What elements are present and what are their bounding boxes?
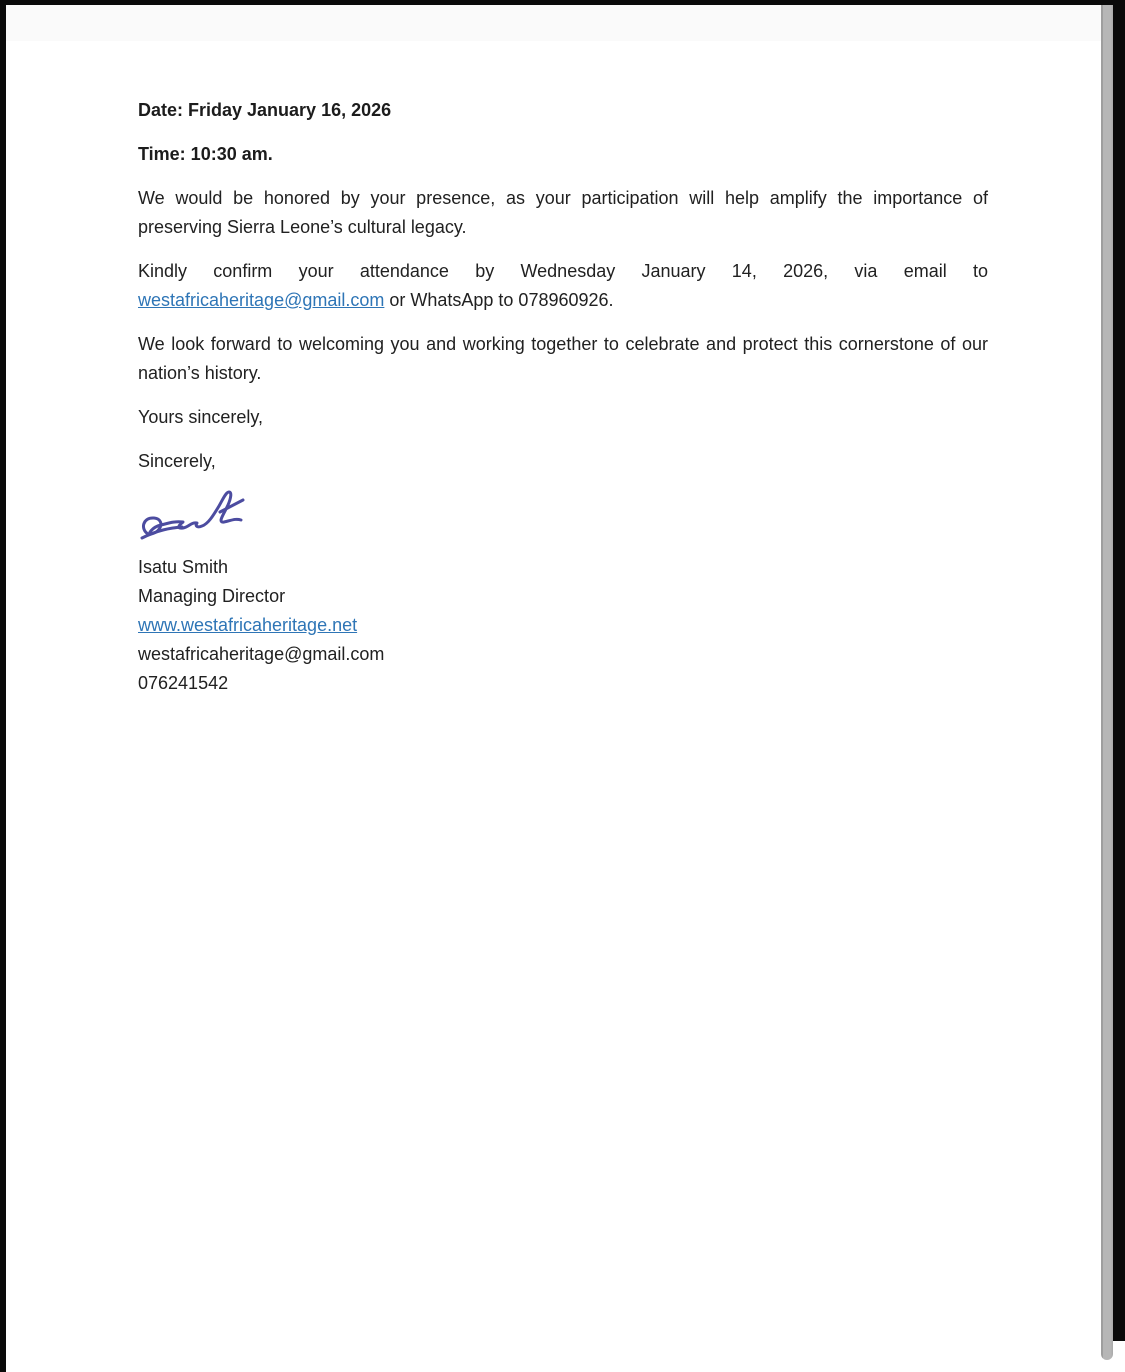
date-line: Date: Friday January 16, 2026 — [138, 100, 392, 120]
signature-image — [138, 487, 988, 543]
scan-artifact-band — [6, 5, 1102, 41]
website-link[interactable]: www.westafricaheritage.net — [138, 615, 358, 635]
paragraph-honored: We would be honored by your presence, as your participation will help amplify the importance of preserving Sierra Leone’s cultural legacy. — [138, 188, 988, 237]
confirm-text-after: or WhatsApp to 078960926. — [384, 290, 614, 310]
time-line: Time: 10:30 am. — [138, 144, 273, 164]
signer-name: Isatu Smith — [138, 557, 229, 577]
page-edge-left — [0, 0, 6, 1372]
scrollbar[interactable] — [1101, 0, 1113, 1360]
closing-sincerely: Sincerely, — [138, 451, 216, 471]
paragraph-confirm — [138, 257, 988, 315]
page-edge-right — [1113, 0, 1125, 1341]
paragraph-welcome: We look forward to welcoming you and working together to celebrate and protect this cornerstone of our nation’s history. — [138, 334, 988, 383]
signer-email: westafricaheritage@gmail.com — [138, 644, 385, 664]
signer-title: Managing Director — [138, 586, 286, 606]
email-link[interactable]: westafricaheritage@gmail.com — [138, 290, 385, 310]
page-edge-top — [0, 0, 1125, 5]
confirm-text-before: Kindly confirm your attendance by Wednesday January 14, 2026, via email to — [138, 261, 988, 281]
signer-phone: 076241542 — [138, 673, 229, 693]
signature-block — [138, 553, 988, 698]
closing-yours-sincerely: Yours sincerely, — [138, 407, 264, 427]
letter-content — [138, 96, 988, 698]
